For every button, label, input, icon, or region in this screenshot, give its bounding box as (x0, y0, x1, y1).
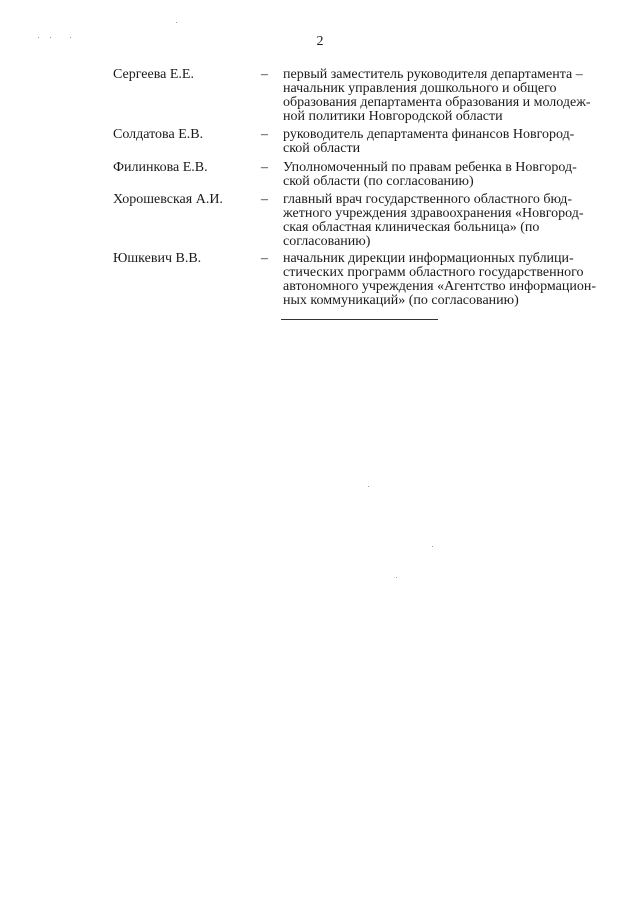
end-divider-line (281, 319, 438, 320)
member-row (113, 161, 623, 189)
member-dash: – (261, 160, 268, 175)
member-role-line: первый заместитель руководителя департамента – (283, 67, 583, 82)
member-role (283, 252, 621, 308)
scan-speck (432, 546, 433, 547)
member-list (113, 68, 623, 311)
scan-speck (396, 577, 397, 578)
member-name: Филинкова Е.В. (113, 160, 208, 175)
member-role-line: стических программ областного государственного (283, 265, 584, 280)
scan-speck (70, 37, 71, 38)
scan-speck (368, 486, 369, 487)
member-role (283, 193, 621, 249)
member-dash: – (261, 67, 268, 82)
member-row (113, 128, 623, 156)
member-role-line: ской области (по согласованию) (283, 174, 474, 189)
scan-speck (38, 37, 39, 38)
member-row (113, 252, 623, 308)
member-name: Юшкевич В.В. (113, 251, 202, 266)
member-role-line: главный врач государственного областного бюд- (283, 192, 573, 207)
scan-speck (50, 37, 51, 38)
member-role-line: согласованию) (283, 234, 371, 249)
member-role-line: начальник дирекции информационных публици- (283, 251, 574, 266)
member-row (113, 193, 623, 249)
member-name: Сергеева Е.Е. (113, 67, 194, 82)
member-role-line: ской области (283, 141, 361, 156)
member-dash: – (261, 192, 268, 207)
member-role-line: начальник управления дошкольного и общего (283, 81, 557, 96)
member-role-line: жетного учреждения здравоохранения «Новгород- (283, 206, 584, 221)
member-role-line: руководитель департамента финансов Новгород- (283, 127, 575, 142)
member-role (283, 68, 621, 124)
member-role (283, 161, 621, 189)
member-dash: – (261, 251, 268, 266)
member-role-line: Уполномоченный по правам ребенка в Новгород- (283, 160, 577, 175)
member-role-line: ская областная клиническая больница» (по (283, 220, 540, 235)
scan-speck (176, 22, 177, 23)
member-role-line: автономного учреждения «Агентство информацион- (283, 279, 597, 294)
member-role (283, 128, 621, 156)
member-role-line: образования департамента образования и молодеж- (283, 95, 591, 110)
member-row (113, 68, 623, 124)
member-name: Солдатова Е.В. (113, 127, 204, 142)
member-role-line: ной политики Новгородской области (283, 109, 503, 124)
page-number: 2 (316, 34, 324, 49)
member-dash: – (261, 127, 268, 142)
member-role-line: ных коммуникаций» (по согласованию) (283, 293, 519, 308)
member-name: Хорошевская А.И. (113, 192, 223, 207)
